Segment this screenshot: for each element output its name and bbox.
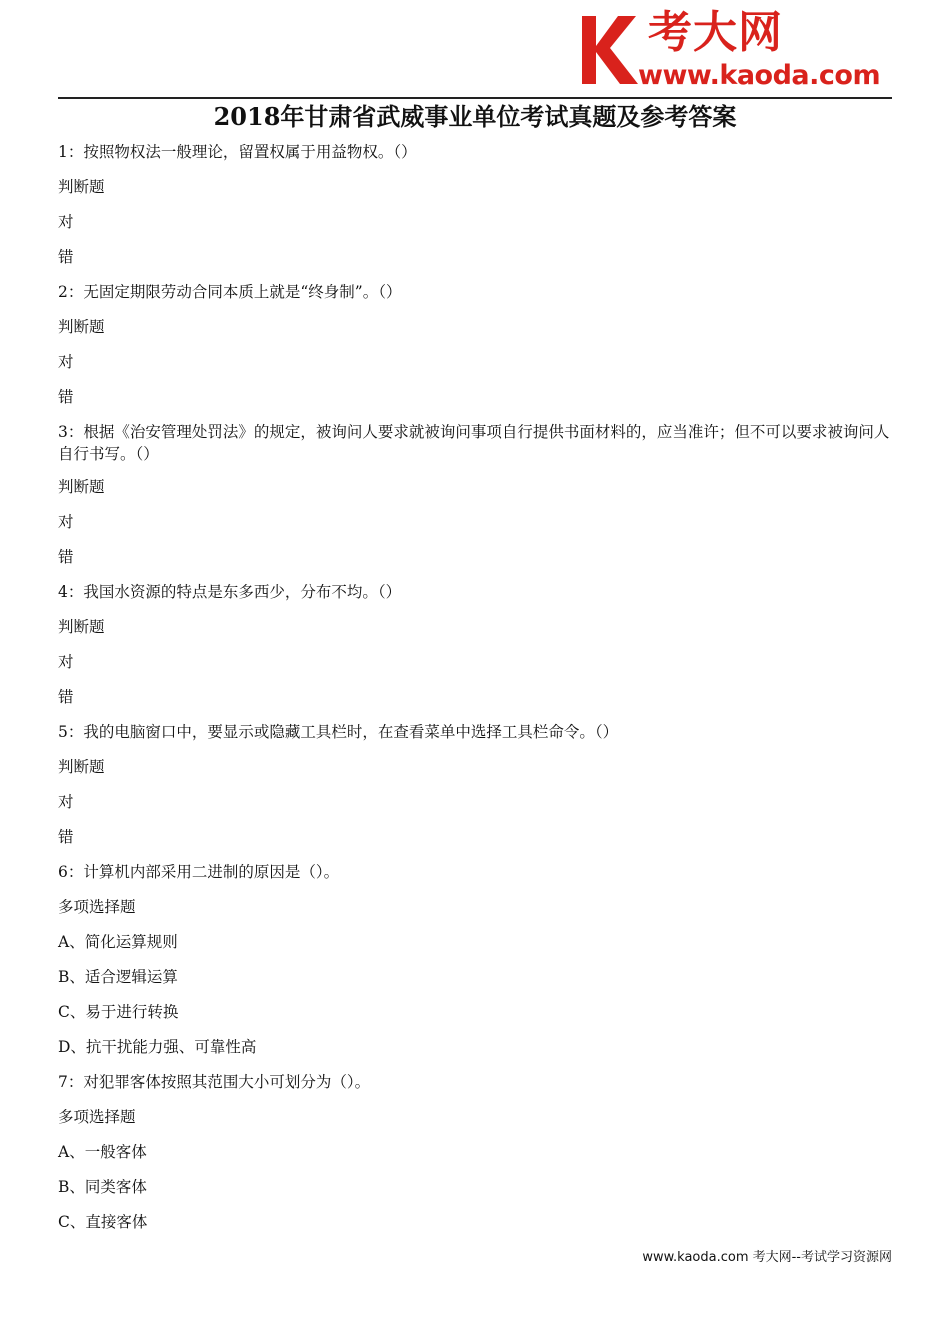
question-text: 2：无固定期限劳动合同本质上就是“终身制”。（） bbox=[58, 283, 402, 301]
answer-option: A、简化运算规则 bbox=[58, 933, 178, 951]
question-list bbox=[58, 141, 890, 1246]
logo-url-text: www.kaoda.com bbox=[638, 60, 881, 91]
answer-option: 错 bbox=[58, 548, 74, 566]
answer-option: 对 bbox=[58, 653, 74, 671]
question-text: 7：对犯罪客体按照其范围大小可划分为（）。 bbox=[58, 1073, 371, 1091]
answer-option: B、适合逻辑运算 bbox=[58, 968, 178, 986]
logo-brand-text: 考大网 bbox=[648, 7, 783, 58]
header-divider bbox=[58, 97, 892, 99]
kaoda-logo bbox=[574, 8, 894, 90]
answer-option: 对 bbox=[58, 513, 74, 531]
answer-option: 错 bbox=[58, 828, 74, 846]
page-footer: www.kaoda.com 考大网--考试学习资源网 bbox=[642, 1250, 892, 1265]
answer-option: 错 bbox=[58, 388, 74, 406]
answer-option: 对 bbox=[58, 213, 74, 231]
question-type: 判断题 bbox=[58, 618, 105, 636]
question-type: 判断题 bbox=[58, 478, 105, 496]
question-type: 判断题 bbox=[58, 178, 105, 196]
answer-option: 对 bbox=[58, 353, 74, 371]
answer-option: 对 bbox=[58, 793, 74, 811]
answer-option: C、易于进行转换 bbox=[58, 1003, 179, 1021]
question-type: 判断题 bbox=[58, 318, 105, 336]
question-type: 多项选择题 bbox=[58, 898, 136, 916]
document-title: 2018年甘肃省武威事业单位考试真题及参考答案 bbox=[213, 102, 737, 131]
answer-option: B、同类客体 bbox=[58, 1178, 147, 1196]
question-text: 4：我国水资源的特点是东多西少，分布不均。（） bbox=[58, 583, 402, 601]
question-type: 判断题 bbox=[58, 758, 105, 776]
answer-option: 错 bbox=[58, 248, 74, 266]
answer-option: C、直接客体 bbox=[58, 1213, 148, 1231]
question-type: 多项选择题 bbox=[58, 1108, 136, 1126]
answer-option: 错 bbox=[58, 688, 74, 706]
k-logo-icon bbox=[578, 12, 640, 86]
answer-option: A、一般客体 bbox=[58, 1143, 147, 1161]
question-text: 1：按照物权法一般理论，留置权属于用益物权。（） bbox=[58, 143, 417, 161]
question-text: 6：计算机内部采用二进制的原因是（）。 bbox=[58, 863, 340, 881]
question-text: 3：根据《治安管理处罚法》的规定，被询问人要求就被询问事项自行提供书面材料的，应当准许；但不可以要求被询问人自行书写。（） bbox=[58, 423, 890, 463]
question-text: 5：我的电脑窗口中，要显示或隐藏工具栏时，在查看菜单中选择工具栏命令。（） bbox=[58, 723, 619, 741]
answer-option: D、抗干扰能力强、可靠性高 bbox=[58, 1038, 257, 1056]
